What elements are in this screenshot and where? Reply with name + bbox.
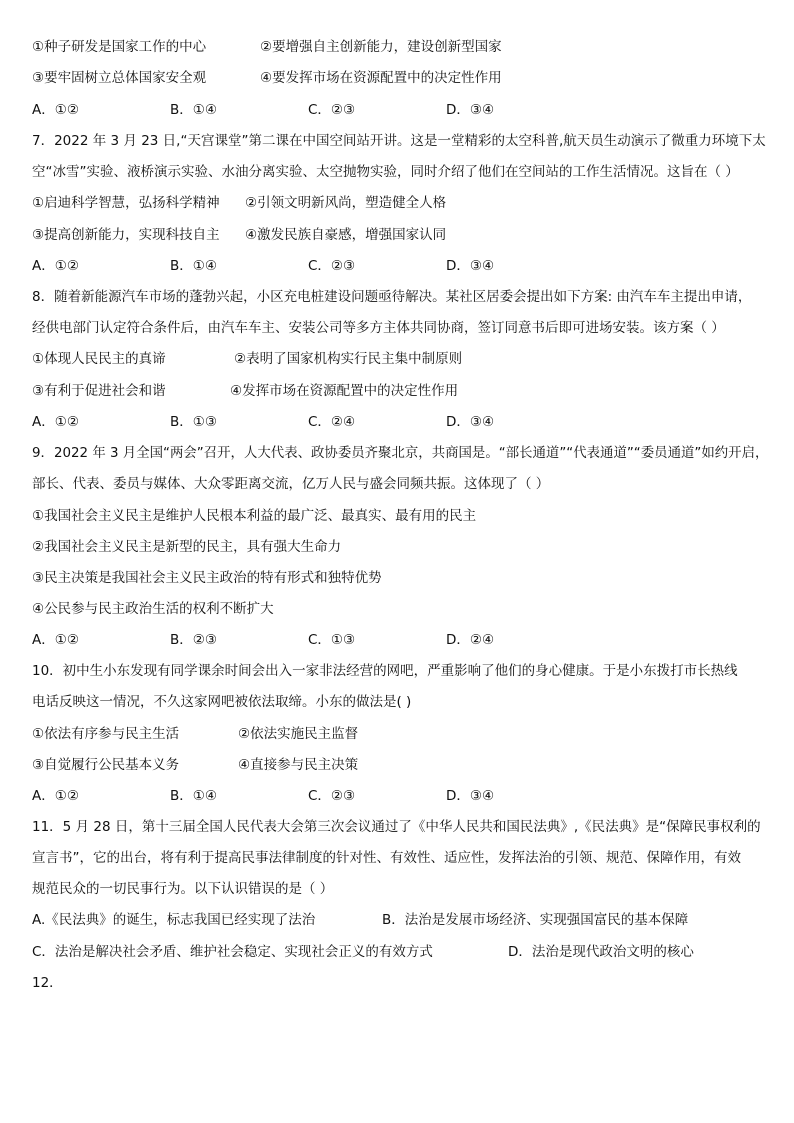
q9-statement-3: ③民主决策是我国社会主义民主政治的特有形式和独特优势	[32, 570, 382, 586]
q8-choice-b[interactable]: B．①③	[170, 414, 217, 430]
q11-choice-c[interactable]: C．法治是解决社会矛盾、维护社会稳定、实现社会正义的有效方式	[32, 944, 433, 960]
q7-choice-b[interactable]: B．①④	[170, 258, 217, 274]
q9-choice-d[interactable]: D．②④	[446, 632, 495, 648]
q10-statement-1: ①依法有序参与民主生活	[32, 726, 180, 742]
q10-statement-4: ④直接参与民主决策	[238, 757, 359, 773]
q10-stem-line-1: 10．初中生小东发现有同学课余时间会出入一家非法经营的网吧，严重影响了他们的身心健康。于是小东拨打市长热线	[32, 663, 738, 679]
q6-statement-1: ①种子研发是国家工作的中心	[32, 39, 207, 55]
q6-statement-3: ③要牢固树立总体国家安全观	[32, 70, 207, 86]
q10-stem-line-2: 电话反映这一情况，不久这家网吧被依法取缔。小东的做法是( )	[32, 694, 412, 710]
q6-statement-4: ④要发挥市场在资源配置中的决定性作用	[260, 70, 502, 86]
q11-stem-line-1: 11．5 月 28 日，第十三届全国人民代表大会第三次会议通过了《中华人民共和国民法典》,《民法典》是“保障民事权利的	[32, 819, 761, 835]
q8-choice-d[interactable]: D．③④	[446, 414, 495, 430]
q7-statement-1: ①启迪科学智慧，弘扬科学精神	[32, 195, 220, 211]
q9-choice-a[interactable]: A．①②	[32, 632, 79, 648]
q12-label: 12．	[32, 975, 63, 991]
q7-stem-line-1: 7．2022 年 3 月 23 日,“天宫课堂”第二课在中国空间站开讲。这是一堂精彩的太空科普,航天员生动演示了微重力环境下太	[32, 133, 766, 149]
q6-choice-a[interactable]: A．①②	[32, 102, 79, 118]
q6-choice-d[interactable]: D．③④	[446, 102, 495, 118]
q8-statement-1: ①体现人民民主的真谛	[32, 351, 166, 367]
q8-statement-3: ③有利于促进社会和谐	[32, 383, 166, 399]
q10-choice-c[interactable]: C．②③	[308, 788, 356, 804]
q11-choice-a[interactable]: A.《民法典》的诞生，标志我国已经实现了法治	[32, 912, 316, 928]
q10-choice-a[interactable]: A．①②	[32, 788, 79, 804]
q7-stem-line-2: 空“冰雪”实验、液桥演示实验、水油分离实验、太空抛物实验，同时介绍了他们在空间站的工作生活情况。这旨在（ ）	[32, 164, 739, 180]
q9-choice-b[interactable]: B．②③	[170, 632, 217, 648]
q11-choice-d[interactable]: D．法治是现代政治文明的核心	[508, 944, 694, 960]
q6-statement-2: ②要增强自主创新能力，建设创新型国家	[260, 39, 502, 55]
q6-choice-b[interactable]: B．①④	[170, 102, 217, 118]
q7-statement-2: ②引领文明新风尚，塑造健全人格	[245, 195, 447, 211]
q7-choice-c[interactable]: C．②③	[308, 258, 356, 274]
q7-choice-d[interactable]: D．③④	[446, 258, 495, 274]
q8-choice-a[interactable]: A．①②	[32, 414, 79, 430]
q11-stem-line-2: 宣言书”，它的出台，将有利于提高民事法律制度的针对性、有效性、适应性，发挥法治的引领、规范、保障作用，有效	[32, 850, 741, 866]
q8-statement-4: ④发挥市场在资源配置中的决定性作用	[230, 383, 459, 399]
q8-stem-line-2: 经供电部门认定符合条件后，由汽车车主、安装公司等多方主体共同协商，签订同意书后即可进场安装。该方案（ ）	[32, 320, 725, 336]
q9-statement-2: ②我国社会主义民主是新型的民主，具有强大生命力	[32, 539, 342, 555]
q6-choice-c[interactable]: C．②③	[308, 102, 356, 118]
q8-stem-line-1: 8．随着新能源汽车市场的蓬勃兴起，小区充电桩建设问题亟待解决。某社区居委会提出如下方案: 由汽车车主提出申请，	[32, 289, 752, 305]
q11-stem-line-3: 规范民众的一切民事行为。以下认识错误的是（ ）	[32, 881, 334, 897]
q10-choice-b[interactable]: B．①④	[170, 788, 217, 804]
q10-choice-d[interactable]: D．③④	[446, 788, 495, 804]
q11-choice-b[interactable]: B．法治是发展市场经济、实现强国富民的基本保障	[382, 912, 689, 928]
q9-stem-line-2: 部长、代表、委员与媒体、大众零距离交流，亿万人民与盛会同频共振。这体现了（ ）	[32, 476, 550, 492]
q7-choice-a[interactable]: A．①②	[32, 258, 79, 274]
q8-choice-c[interactable]: C．②④	[308, 414, 356, 430]
q8-statement-2: ②表明了国家机构实行民主集中制原则	[234, 351, 463, 367]
q10-statement-3: ③自觉履行公民基本义务	[32, 757, 180, 773]
q9-stem-line-1: 9．2022 年 3 月全国“两会”召开，人大代表、政协委员齐聚北京，共商国是。“部长通道”“代表通道”“委员通道”如约开启，	[32, 445, 769, 461]
q7-statement-3: ③提高创新能力，实现科技自主	[32, 227, 220, 243]
q9-statement-1: ①我国社会主义民主是维护人民根本利益的最广泛、最真实、最有用的民主	[32, 508, 477, 524]
q9-choice-c[interactable]: C．①③	[308, 632, 356, 648]
q9-statement-4: ④公民参与民主政治生活的权利不断扩大	[32, 601, 274, 617]
q7-statement-4: ④激发民族自豪感，增强国家认同	[245, 227, 447, 243]
q10-statement-2: ②依法实施民主监督	[238, 726, 359, 742]
